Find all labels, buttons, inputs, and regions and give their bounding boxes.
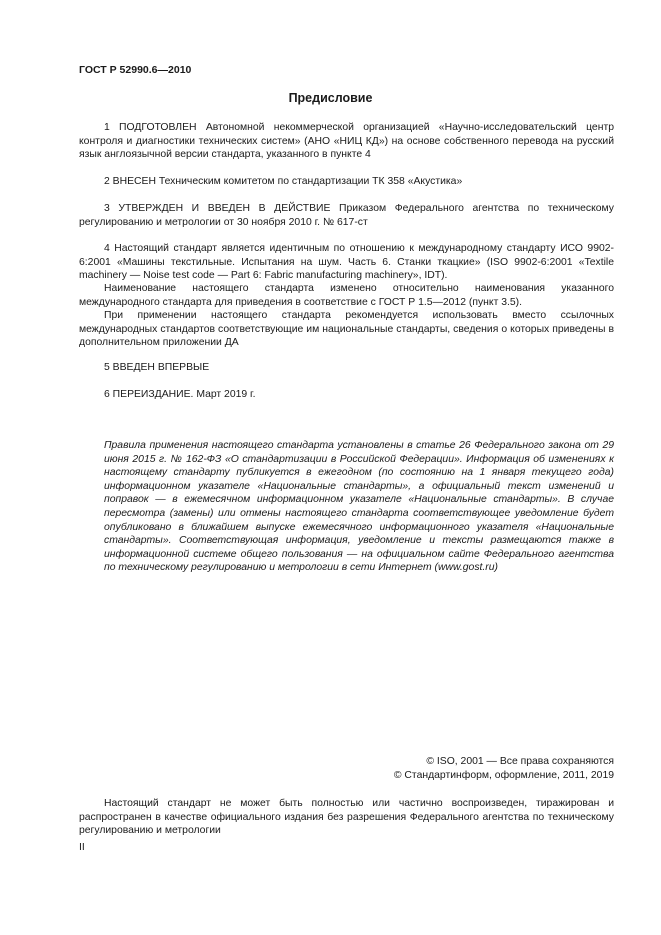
paragraph-2: 2 ВНЕСЕН Техническим комитетом по стандартизации ТК 358 «Акустика» (104, 176, 463, 187)
paragraph-3: 3 УТВЕРЖДЕН И ВВЕДЕН В ДЕЙСТВИЕ Приказом Федерального агентства по техническому регулированию и метрологии от 30 ноября 2010 г. № 617-ст (79, 203, 614, 228)
paragraph-6: 6 ПЕРЕИЗДАНИЕ. Март 2019 г. (104, 389, 256, 400)
copyright-iso: © ISO, 2001 — Все права сохраняются (426, 756, 614, 767)
copyright-standartinform: © Стандартинформ, оформление, 2011, 2019 (393, 770, 614, 781)
paragraph-1: 1 ПОДГОТОВЛЕН Автономной некоммерческой организацией «Научно-исследовательский центр контроля и диагностики технических систем» (АНО «НИЦ КД») на основе собственного перевода на русский язык англоязычной версии стандарта, указанного в пункте 4 (79, 122, 614, 161)
paragraph-4c: При применении настоящего стандарта рекомендуется использовать вместо ссылочных международных стандартов соответствующие им национальные стандарты, сведения о которых приведены в дополнительном приложении ДА (79, 310, 614, 349)
page-number: II (79, 842, 85, 853)
paragraph-4b: Наименование настоящего стандарта изменено относительно наименования указанного международного стандарта для приведения в соответствие с ГОСТ Р 1.5—2012 (пункт 3.5). (79, 283, 614, 308)
paragraph-5: 5 ВВЕДЕН ВПЕРВЫЕ (104, 362, 210, 373)
document-header: ГОСТ Р 52990.6—2010 (79, 64, 192, 76)
legal-note: Правила применения настоящего стандарта установлены в статье 26 Федерального закона от 29 июня 2015 г. № 162-ФЗ «О стандартизации в Российской Федерации». Информация об изменениях к настоящему стандарту публикуется в ежегодном (по состоянию на 1 января текущего года) информационном указателе «Национальные стандарты», а официальный текст изменений и поправок — в ежемесячном информационном указателе «Национальные стандарты». В случае пересмотра (замены) или отмены настоящего стандарта соответствующее уведомление будет опубликовано в ближайшем выпуске ежемесячного информационного указателя «Национальные стандарты». Соответствующая информация, уведомление и тексты размещаются также в информационной системе общего пользования — на официальном сайте Федерального агентства по техническому регулированию и метрологии в сети Интернет (www.gost.ru) (104, 440, 614, 574)
page-title: Предисловие (288, 91, 373, 105)
paragraph-4: 4 Настоящий стандарт является идентичным по отношению к международному стандарту ИСО 9902-6:2001 «Машины текстильные. Испытания на шум. Часть 6. Станки ткацкие» (ISO 9902-6:2001 «Textile machinery — Noise test code — Part 6: Fabric manufacturing machinery», IDT). (79, 243, 614, 282)
reproduction-notice: Настоящий стандарт не может быть полностью или частично воспроизведен, тиражирован и распространен в качестве официального издания без разрешения Федерального агентства по техническому регулированию и метрологии (79, 798, 614, 837)
